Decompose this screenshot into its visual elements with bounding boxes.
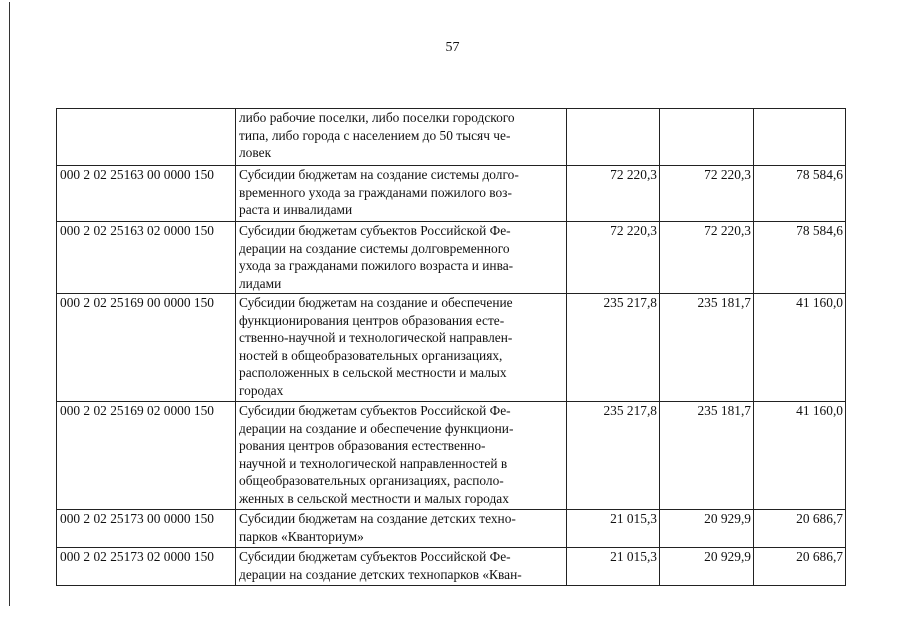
- budget-code-cell: 000 2 02 25173 02 0000 150: [57, 548, 236, 586]
- description-line: расположенных в сельской местности и малых: [239, 365, 507, 381]
- description-line: либо рабочие поселки, либо поселки городского: [239, 110, 515, 125]
- description-line: дерации на создание детских технопарков «Кван-: [239, 566, 522, 582]
- amount-cell-year-2: 20 929,9: [660, 510, 754, 548]
- description-cell: [236, 294, 567, 402]
- amount-cell-year-3: 41 160,0: [754, 402, 846, 510]
- budget-code-cell: 000 2 02 25169 00 0000 150: [57, 294, 236, 402]
- description-line: парков «Кванториум»: [239, 528, 364, 544]
- description-line: научной и технологической направленностей в: [239, 455, 508, 471]
- amount-cell-year-2: 72 220,3: [660, 222, 754, 294]
- table-row: [57, 402, 846, 510]
- budget-code-cell: 000 2 02 25169 02 0000 150: [57, 402, 236, 510]
- description-line: ухода за гражданами пожилого возраста и инва-: [239, 258, 514, 274]
- amount-cell-year-1: [567, 109, 660, 166]
- amount-cell-year-2: 235 181,7: [660, 294, 754, 402]
- table-row: [57, 109, 846, 166]
- description-line: ловек: [239, 145, 272, 161]
- budget-code-cell: [57, 109, 236, 166]
- amount-cell-year-3: 20 686,7: [754, 548, 846, 586]
- budget-code-cell: 000 2 02 25173 00 0000 150: [57, 510, 236, 548]
- description-line: раста и инвалидами: [239, 202, 353, 218]
- page-number: 57: [445, 40, 460, 55]
- amount-cell-year-1: 21 015,3: [567, 510, 660, 548]
- description-cell: [236, 222, 567, 294]
- description-line: Субсидии бюджетам субъектов Российской Фе-: [239, 549, 511, 564]
- description-line: Субсидии бюджетам на создание и обеспечение: [239, 295, 513, 310]
- amount-cell-year-3: 41 160,0: [754, 294, 846, 402]
- amount-cell-year-1: 72 220,3: [567, 222, 660, 294]
- description-line: общеобразовательных организациях, располо-: [239, 473, 504, 489]
- description-cell: [236, 402, 567, 510]
- table-row: [57, 222, 846, 294]
- description-line: типа, либо города с населением до 50 тысяч че-: [239, 127, 511, 143]
- table-row: [57, 294, 846, 402]
- amount-cell-year-2: 235 181,7: [660, 402, 754, 510]
- amount-cell-year-3: 20 686,7: [754, 510, 846, 548]
- description-line: ственно-научной и технологической направлен-: [239, 330, 513, 346]
- budget-code-cell: 000 2 02 25163 00 0000 150: [57, 166, 236, 222]
- amount-cell-year-1: 21 015,3: [567, 548, 660, 586]
- amount-cell-year-1: 235 217,8: [567, 294, 660, 402]
- description-cell: [236, 510, 567, 548]
- description-line: ностей в общеобразовательных организациях,: [239, 347, 503, 363]
- description-line: Субсидии бюджетам субъектов Российской Фе-: [239, 403, 511, 418]
- description-cell: [236, 166, 567, 222]
- table-row: [57, 166, 846, 222]
- table-row: [57, 548, 846, 586]
- description-line: Субсидии бюджетам субъектов Российской Фе-: [239, 223, 511, 238]
- description-line: Субсидии бюджетам на создание детских техно-: [239, 511, 516, 526]
- description-line: дерации на создание системы долговременного: [239, 240, 510, 256]
- amount-cell-year-2: 20 929,9: [660, 548, 754, 586]
- amount-cell-year-2: [660, 109, 754, 166]
- description-line: временного ухода за гражданами пожилого воз-: [239, 184, 512, 200]
- budget-code-cell: 000 2 02 25163 02 0000 150: [57, 222, 236, 294]
- description-line: городах: [239, 382, 284, 398]
- description-line: дерации на создание и обеспечение функциони-: [239, 420, 514, 436]
- amount-cell-year-3: 78 584,6: [754, 166, 846, 222]
- description-cell: [236, 548, 567, 586]
- description-line: Субсидии бюджетам на создание системы долго-: [239, 167, 519, 182]
- amount-cell-year-2: 72 220,3: [660, 166, 754, 222]
- description-line: лидами: [239, 275, 282, 291]
- amount-cell-year-3: 78 584,6: [754, 222, 846, 294]
- amount-cell-year-1: 72 220,3: [567, 166, 660, 222]
- table-row: [57, 510, 846, 548]
- amount-cell-year-3: [754, 109, 846, 166]
- budget-revenue-table: [56, 108, 846, 586]
- description-line: рования центров образования естественно-: [239, 438, 486, 454]
- amount-cell-year-1: 235 217,8: [567, 402, 660, 510]
- description-cell: [236, 109, 567, 166]
- description-line: функционирования центров образования есте-: [239, 312, 505, 328]
- description-line: женных в сельской местности и малых городах: [239, 490, 509, 506]
- page-edge-line: [9, 2, 10, 606]
